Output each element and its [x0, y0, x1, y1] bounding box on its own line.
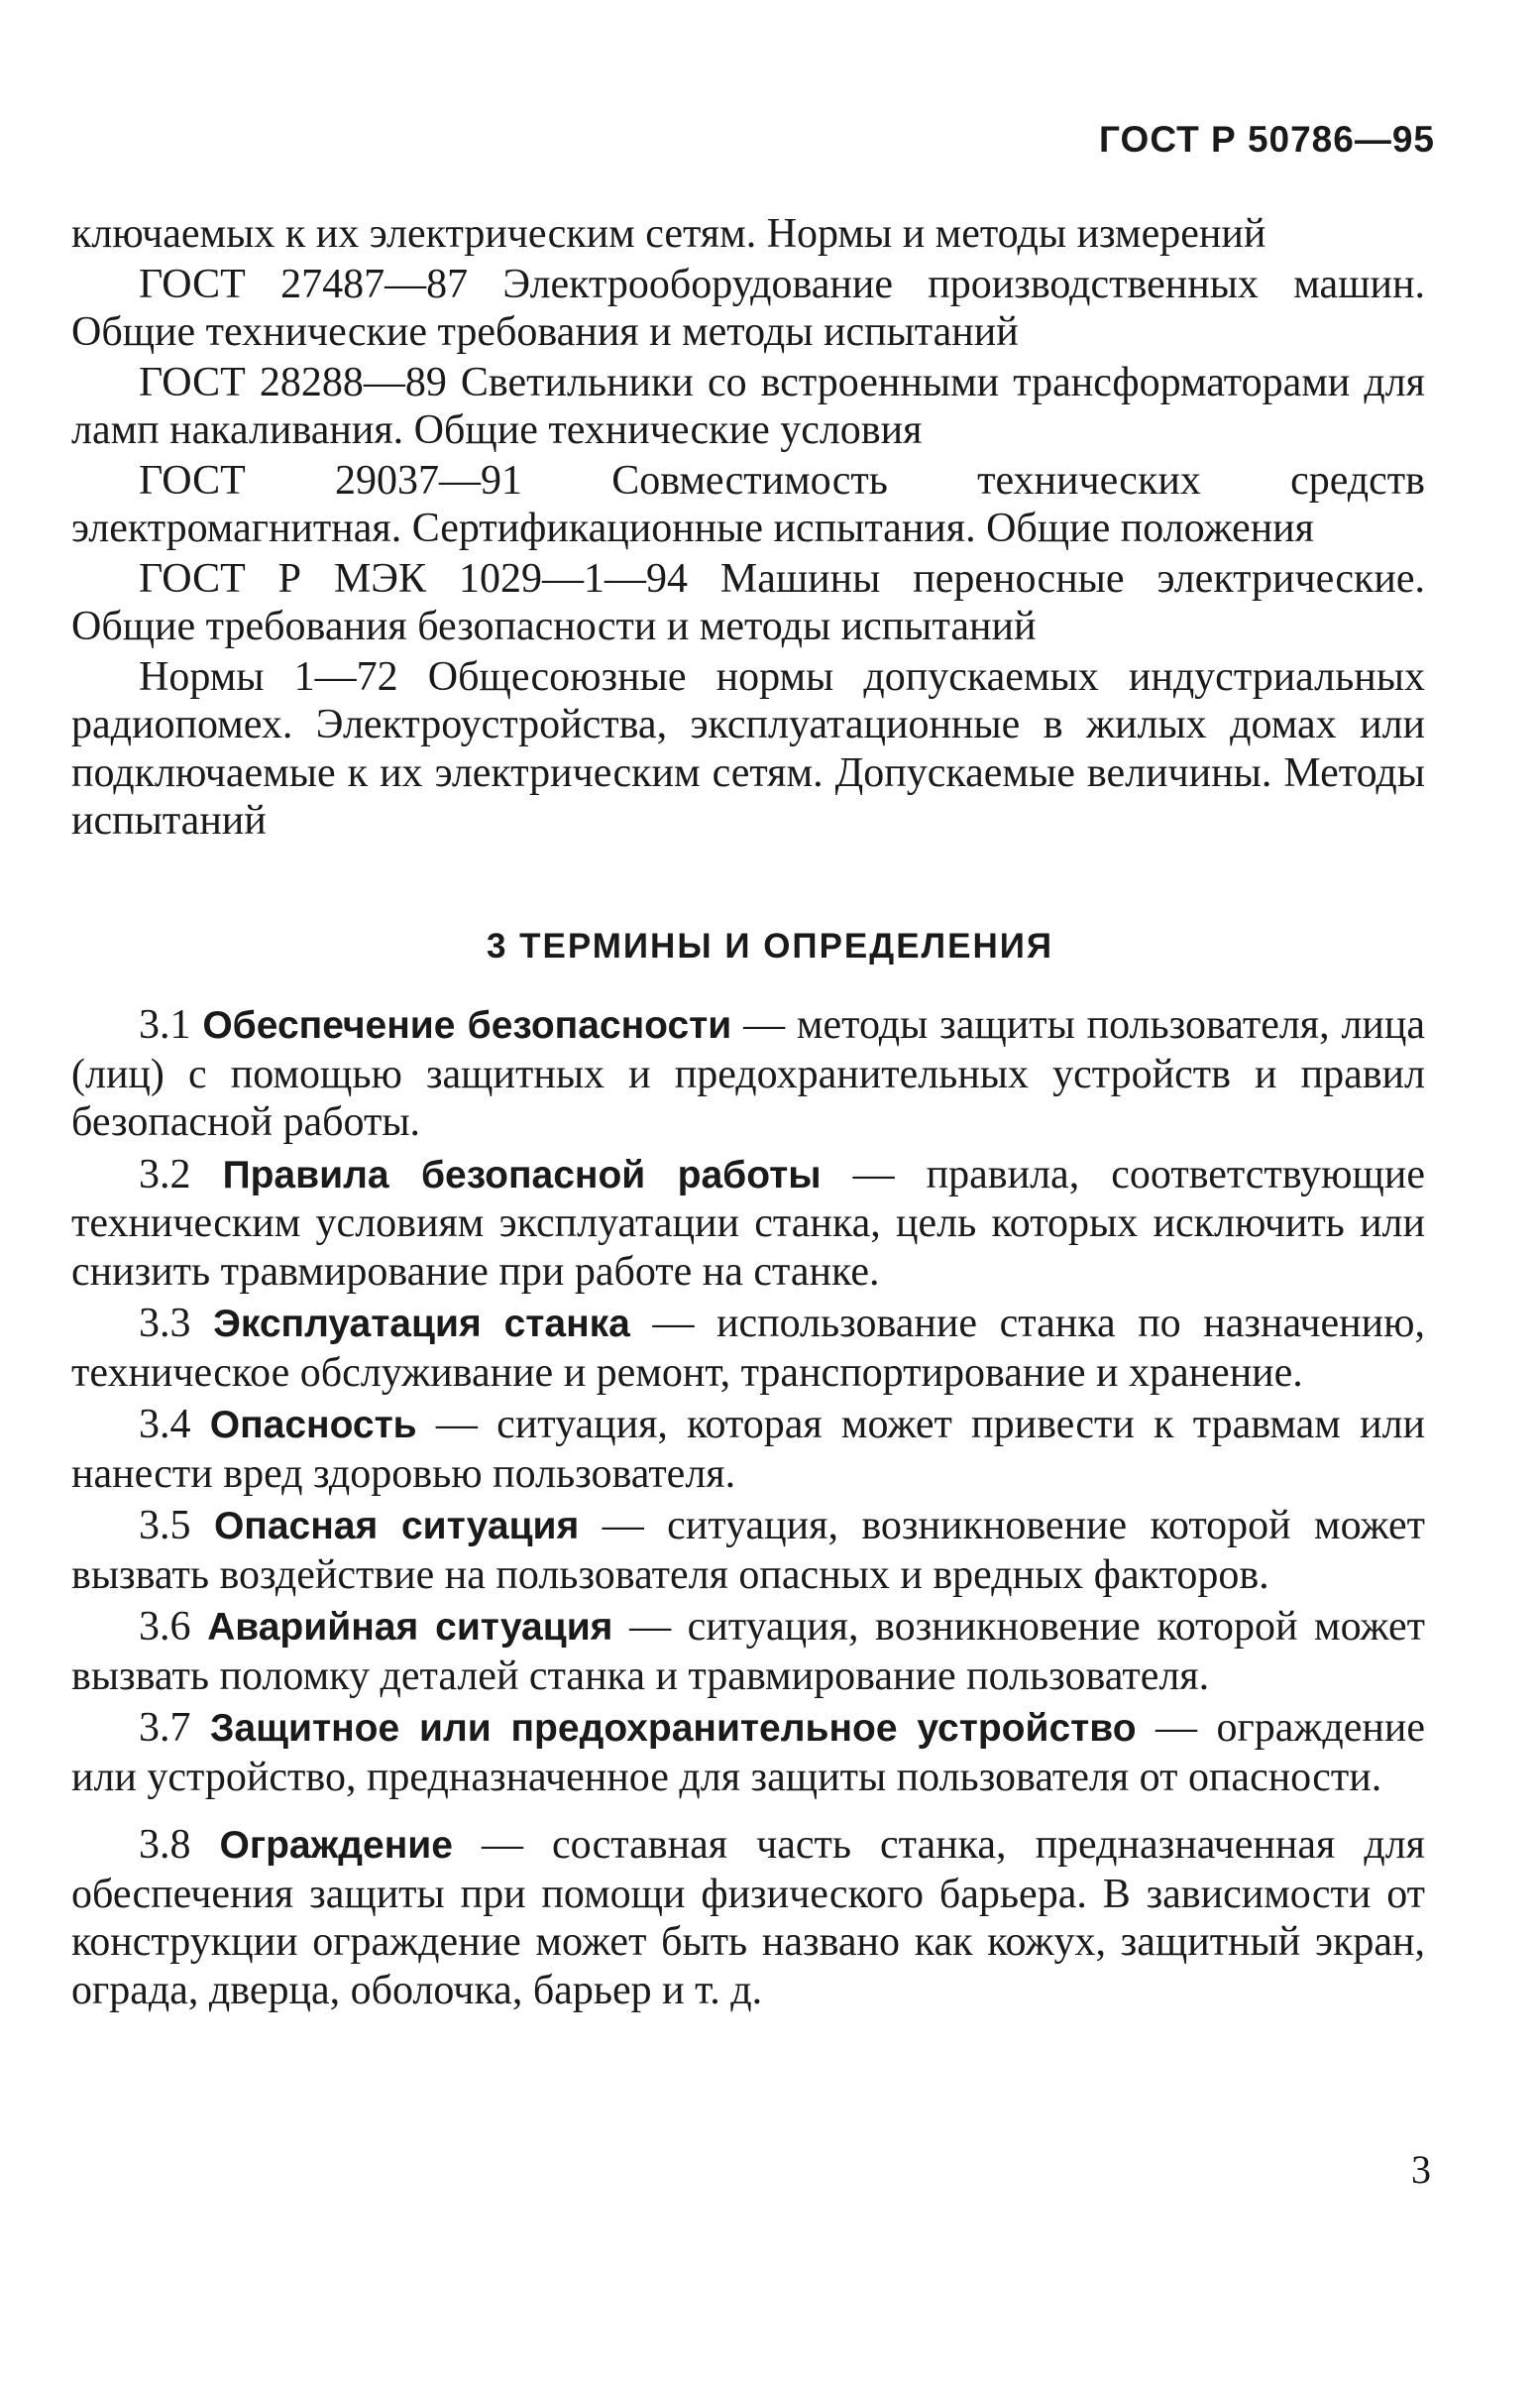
term-entry: [71, 1502, 1425, 1599]
term-name: Аварийная ситуация: [207, 1606, 613, 1649]
term-name: Правила безопасной работы: [222, 1153, 822, 1196]
normative-references: [71, 210, 1425, 846]
reference-item: ГОСТ 29037—91 Совместимость технических средств электромагнитная. Сертификационные испытания. Общие положения: [71, 457, 1425, 551]
term-definition: — правила, соответствующие техническим условиям эксплуатации станка, цель которых исключить или снизить травмирование при работе на станке.: [71, 1151, 1426, 1295]
term-name: Ограждение: [219, 1824, 453, 1867]
term-number: 3.1: [139, 1002, 191, 1048]
term-name: Защитное или предохранительное устройство: [209, 1707, 1137, 1750]
term-entry: [71, 1151, 1425, 1297]
term-number: 3.8: [139, 1822, 191, 1868]
reference-item: ГОСТ 27487—87 Электрооборудование производственных машин. Общие технические требования и методы испытаний: [71, 261, 1425, 355]
terms-list: [71, 1001, 1425, 2018]
term-definition: — составная часть станка, предназначенная для обеспечения защиты при помощи физического барьера. В зависимости от конструкции ограждение может быть названо как кожух, защитный экран, ограда, дверца, оболочка, барьер и т. д.: [71, 1822, 1425, 2013]
term-definition: — ситуация, которая может привести к травмам или нанести вред здоровью пользователя.: [71, 1402, 1426, 1497]
term-definition: — ситуация, возникновение которой может вызвать воздействие на пользователя опасных и вредных факторов.: [71, 1503, 1426, 1598]
term-number: 3.2: [139, 1151, 191, 1197]
reference-item: ГОСТ 28288—89 Светильники со встроенными трансформаторами для ламп накаливания. Общие технические условия: [71, 359, 1425, 453]
term-number: 3.6: [139, 1604, 191, 1650]
term-entry: [71, 1001, 1425, 1147]
reference-continuation: ключаемых к их электрическим сетям. Нормы и методы измерений: [71, 211, 1266, 257]
section-heading: 3 ТЕРМИНЫ И ОПРЕДЕЛЕНИЯ: [486, 927, 1054, 966]
term-definition: — ситуация, возникновение которой может вызвать поломку деталей станка и травмирование пользователя.: [71, 1604, 1426, 1699]
document-code-header: ГОСТ Р 50786—95: [1099, 119, 1435, 160]
term-entry: [71, 1821, 1425, 2014]
term-number: 3.7: [139, 1705, 191, 1751]
reference-item: Нормы 1—72 Общесоюзные нормы допускаемых индустриальных радиопомех. Электроустройства, эксплуатационные в жилых домах или подключаемые к их электрическим сетям. Допускаемые величины. Методы испытаний: [71, 653, 1425, 844]
term-entry: [71, 1300, 1425, 1397]
term-definition: — методы защиты пользователя, лица (лиц) с помощью защитных и предохранительных устройств и правил безопасной работы.: [71, 1002, 1426, 1145]
term-number: 3.3: [139, 1301, 191, 1346]
term-entry: [71, 1704, 1425, 1801]
term-entry: [71, 1603, 1425, 1700]
term-entry: [71, 1401, 1425, 1498]
term-definition: — использование станка по назначению, техническое обслуживание и ремонт, транспортирование и хранение.: [71, 1301, 1425, 1396]
term-number: 3.4: [139, 1402, 191, 1447]
term-definition: — ограждение или устройство, предназначенное для защиты пользователя от опасности.: [71, 1705, 1425, 1800]
term-name: Опасность: [209, 1404, 417, 1446]
term-name: Обеспечение безопасности: [202, 1004, 732, 1047]
term-number: 3.5: [139, 1503, 191, 1548]
term-name: Опасная ситуация: [213, 1505, 580, 1547]
page-number: 3: [1411, 2147, 1431, 2192]
reference-item: ГОСТ Р МЭК 1029—1—94 Машины переносные электрические. Общие требования безопасности и методы испытаний: [71, 555, 1425, 649]
term-name: Эксплуатация станка: [213, 1303, 630, 1345]
